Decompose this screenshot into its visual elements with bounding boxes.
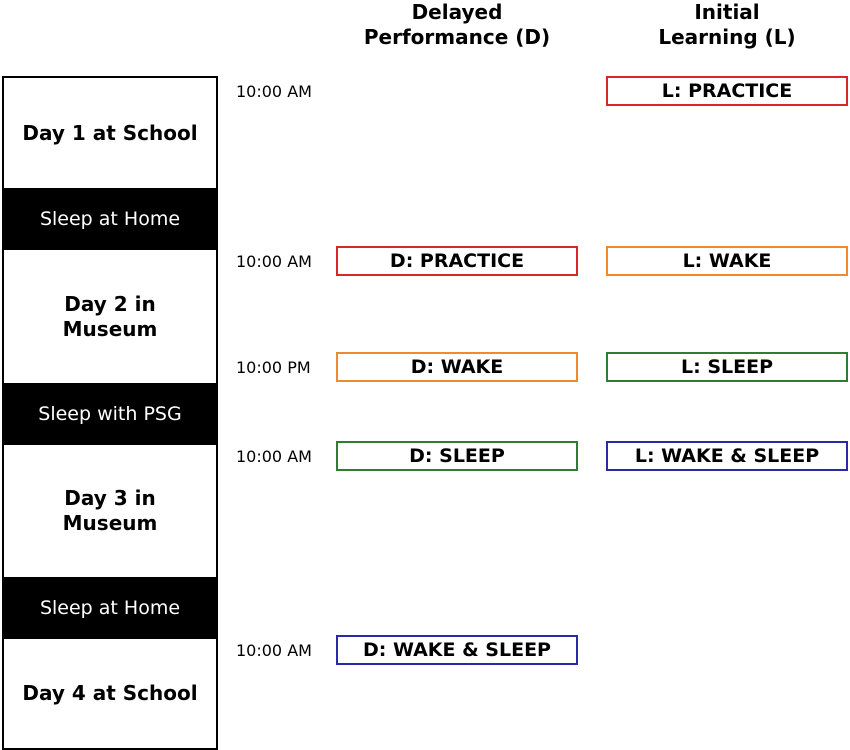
d-wake-sleep-label: D: WAKE & SLEEP [363, 639, 551, 661]
initial-header-line2: Learning (L) [658, 25, 796, 49]
time-label-3: 10:00 PM [236, 358, 311, 377]
delayed-performance-header [327, 0, 587, 50]
l-wake-box [606, 246, 848, 276]
time-label-5: 10:00 AM [236, 641, 312, 660]
d-sleep-label: D: SLEEP [409, 445, 505, 467]
sleep1-label: Sleep at Home [39, 208, 181, 230]
l-practice-box [606, 76, 848, 106]
day1-segment [4, 78, 216, 188]
sleep3-segment [4, 577, 216, 639]
day3-label-line1: Day 3 in [64, 486, 156, 510]
day1-label: Day 1 at School [22, 120, 198, 145]
delayed-header-line1: Delayed [411, 0, 503, 24]
time-label-4: 10:00 AM [236, 447, 312, 466]
l-wake-sleep-box [606, 441, 848, 471]
d-practice-box [336, 246, 578, 276]
l-wake-label: L: WAKE [682, 250, 772, 272]
d-practice-label: D: PRACTICE [389, 250, 525, 272]
day4-label: Day 4 at School [22, 681, 198, 705]
sleep2-segment [4, 383, 216, 445]
l-sleep-box [606, 352, 848, 382]
sleep2-label: Sleep with PSG [38, 403, 182, 425]
day4-segment [4, 639, 216, 748]
day-timeline [2, 76, 218, 750]
time-label-2: 10:00 AM [236, 252, 312, 271]
initial-learning-header [597, 0, 850, 50]
l-practice-label: L: PRACTICE [661, 80, 793, 102]
sleep1-segment [4, 188, 216, 250]
d-wake-box [336, 352, 578, 382]
time-label-1: 10:00 AM [236, 82, 312, 101]
l-sleep-label: L: SLEEP [681, 356, 773, 378]
d-sleep-box [336, 441, 578, 471]
d-wake-sleep-box [336, 635, 578, 665]
day2-label-line2: Museum [62, 316, 158, 341]
day3-segment [4, 445, 216, 577]
delayed-header-line2: Performance (D) [363, 25, 551, 49]
day3-label-line2: Museum [62, 511, 158, 535]
initial-header-line1: Initial [694, 0, 760, 24]
day2-label-line1: Day 2 in [64, 291, 156, 316]
d-wake-label: D: WAKE [410, 356, 504, 378]
l-wake-sleep-label: L: WAKE & SLEEP [634, 445, 820, 467]
sleep3-label: Sleep at Home [39, 597, 181, 619]
day2-segment [4, 250, 216, 383]
